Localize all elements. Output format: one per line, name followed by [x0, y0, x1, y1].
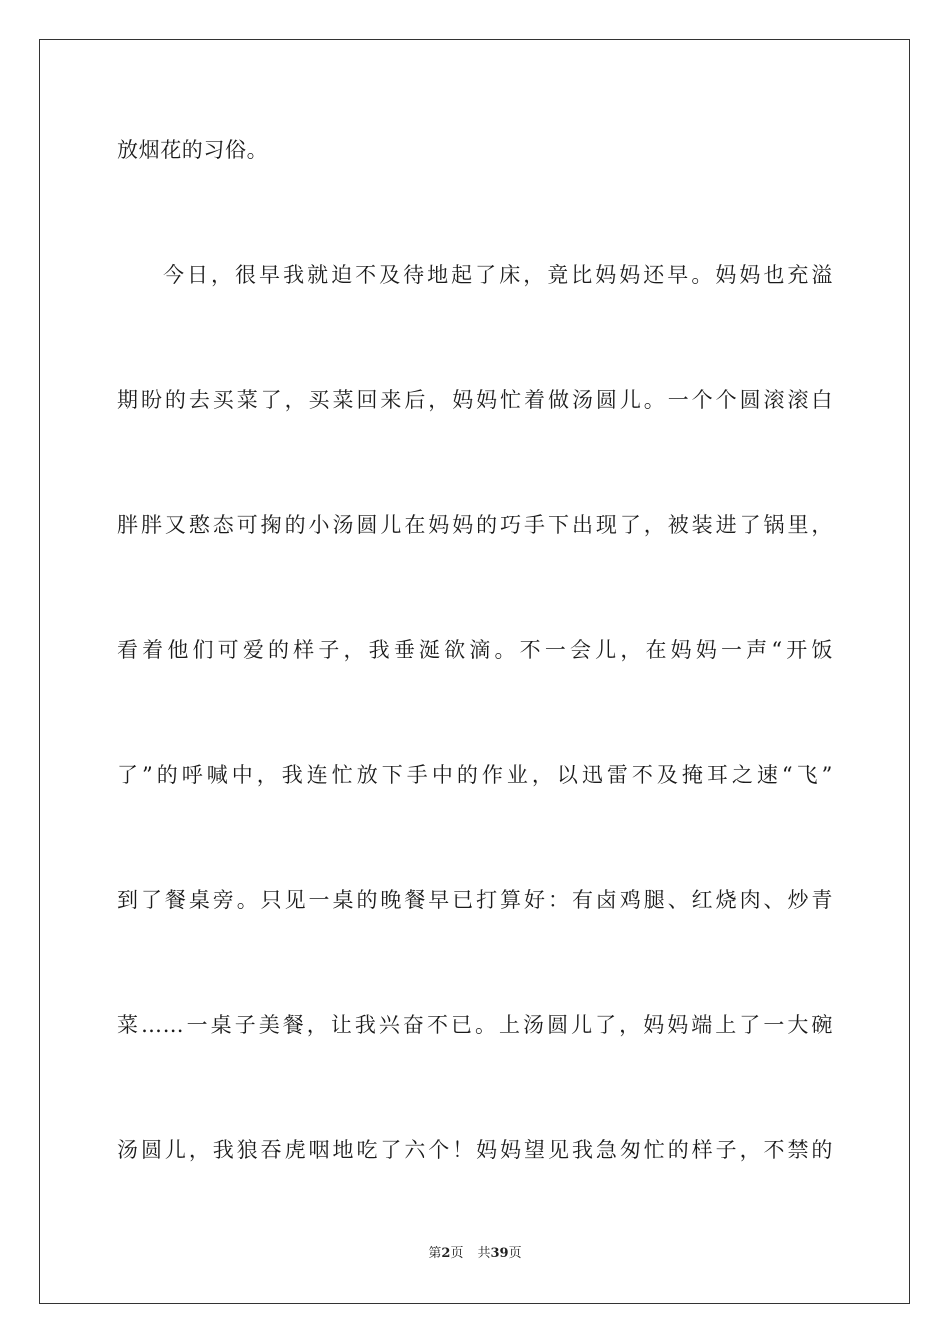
- paragraph-line: 了”的呼喊中，我连忙放下手中的作业，以迅雷不及掩耳之速“飞”: [117, 763, 833, 787]
- paragraph-line: 菜……一桌子美餐，让我兴奋不已。上汤圆儿了，妈妈端上了一大碗: [117, 1013, 833, 1037]
- paragraph-line: 今日，很早我就迫不及待地起了床，竟比妈妈还早。妈妈也充溢: [163, 263, 833, 287]
- page-label-suffix: 页: [450, 1246, 464, 1261]
- current-page-number: 2: [441, 1246, 451, 1261]
- page-label-prefix: 第: [428, 1246, 442, 1261]
- paragraph-line: 看着他们可爱的样子，我垂涎欲滴。不一会儿，在妈妈一声“开饭: [117, 638, 833, 662]
- paragraph-line: 到了餐桌旁。只见一桌的晚餐早已打算好：有卤鸡腿、红烧肉、炒青: [117, 888, 833, 912]
- paragraph-line: 汤圆儿，我狼吞虎咽地吃了六个！妈妈望见我急匆忙的样子，不禁的: [117, 1138, 833, 1162]
- paragraph-line: 胖胖又憨态可掬的小汤圆儿在妈妈的巧手下出现了，被装进了锅里，: [117, 513, 833, 537]
- total-page-count: 39: [490, 1246, 509, 1261]
- page-footer: [0, 1246, 950, 1262]
- page-border: [39, 39, 910, 1304]
- total-label-suffix: 页: [508, 1246, 522, 1261]
- paragraph-line: 期盼的去买菜了，买菜回来后，妈妈忙着做汤圆儿。一个个圆滚滚白: [117, 388, 833, 412]
- paragraph-line: 放烟花的习俗。: [117, 138, 269, 162]
- total-label-prefix: 共: [477, 1246, 491, 1261]
